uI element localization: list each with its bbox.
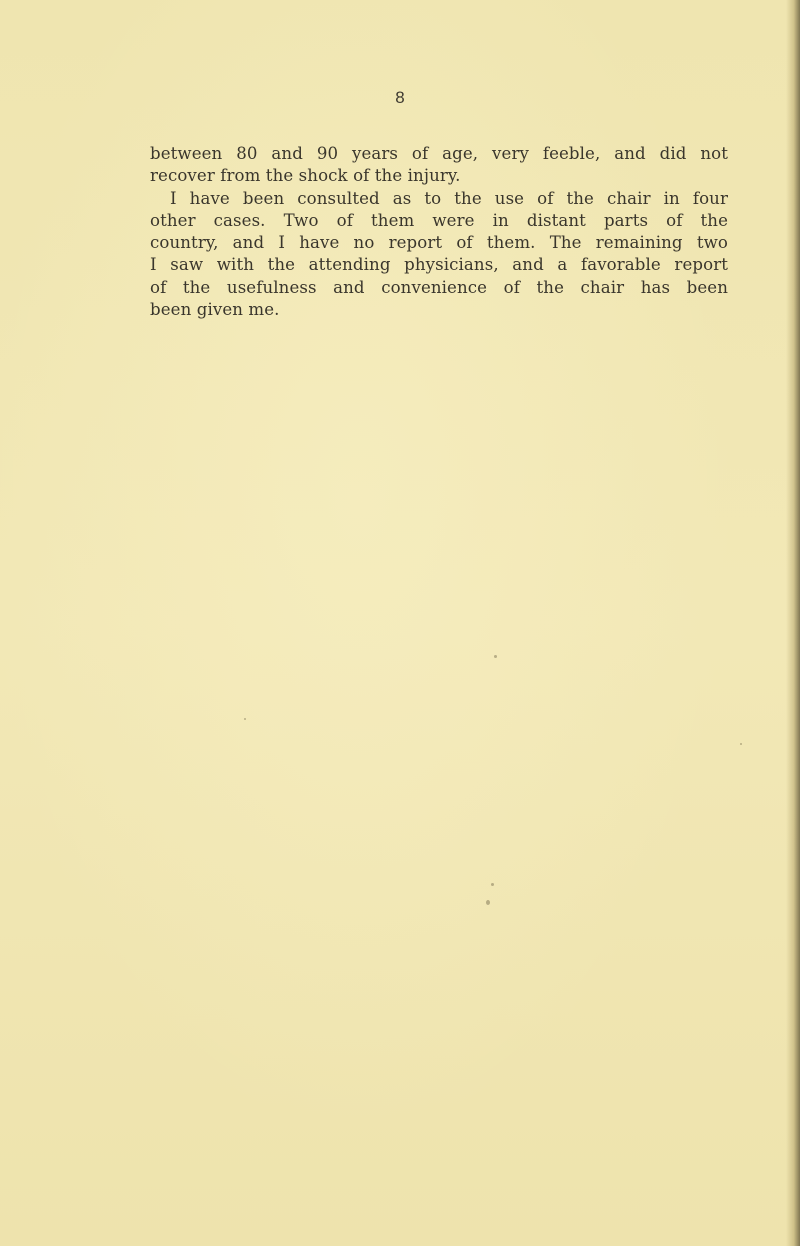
text-line: country, and I have no report of them. The remaining two xyxy=(150,233,728,253)
page-number: 8 xyxy=(395,88,405,107)
text-line: between 80 and 90 years of age, very feeble, and did not xyxy=(150,144,728,163)
paper-speck xyxy=(486,900,490,905)
paper-speck xyxy=(740,743,742,745)
paper-speck xyxy=(494,655,497,658)
text-line: other cases. Two of them were in distant parts of the xyxy=(150,210,728,230)
body-text xyxy=(150,143,728,321)
text-line: I have been consulted as to the use of the chair in four xyxy=(170,188,728,208)
text-line: been given me. xyxy=(150,300,280,320)
text-line: of the usefulness and convenience of the chair has been xyxy=(150,277,728,297)
paper-speck xyxy=(244,718,246,720)
paper-speck xyxy=(491,883,494,886)
text-line: recover from the shock of the injury. xyxy=(150,166,461,186)
page-edge-shadow xyxy=(786,0,800,1246)
text-line: I saw with the attending physicians, and a favorable report xyxy=(150,255,728,275)
